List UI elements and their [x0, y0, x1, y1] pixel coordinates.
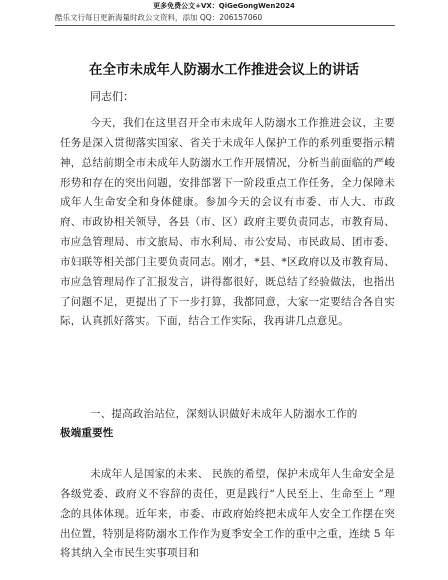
section-heading	[60, 405, 395, 443]
top-banner: 更多免费公文+VX：QiGeGongWen2024	[153, 2, 295, 10]
body-paragraph	[60, 465, 395, 564]
paragraph-text: 今天，我们在这里召开全市未成年人防溺水工作推进会议，主要任务是深入贯彻落实国家、省关于未成年人保护工作的系列重要指示精神，总结前期全市未成年人防溺水工作开展情况，分析当前面临的严峻形势和存在的突出问题，安排部署下一阶段重点工作任务，全力保障未成年人生命安全和身体健康。参加今天的会议有市委、市人大、市政府、市政协相关领导，各县（市、区）政府主要负责同志，市教育局、市应急管理局、市文旅局、市水利局、市公安局、市民政局、团市委、市妇联等相关部门主要负责同志。刚才，*县、*区政府以及市教育局、市应急管理局作了汇报发言，讲得都很好，既总结了经验做法，也指出了问题不足，更提出了下一步打算，我都同意，大家一定要结合各自实际，认真抓好落实。下面，结合工作实际，我再讲几点意见。	[60, 117, 395, 328]
section-heading-continuation: 极端重要性	[60, 427, 114, 439]
document-title: 在全市未成年人防溺水工作推进会议上的讲话	[89, 62, 359, 78]
paragraph-text: 未成年人是国家的未来、 民族的希望，保护未成年人生命安全是各级党委、政府义不容辞的责任，更是践行“人民至上、生命至上 ”理念的具体体现。近年来，市委、市政府始终把未成年人安全工作摆在突出位置，特别是将防溺水工作作为夏季安全工作的重中之重，连续 5 年将其纳入全市民生实事项目和	[60, 468, 395, 560]
body-paragraph	[60, 114, 395, 332]
salutation: 同志们：	[90, 90, 134, 103]
section-heading-text: 一、提高政治站位，深刻认识做好未成年人防溺水工作的	[90, 408, 358, 420]
header-divider	[55, 25, 395, 26]
header-note: 酷乐文行每日更新海量时政公文资料，添加 QQ：206157060	[55, 13, 263, 22]
